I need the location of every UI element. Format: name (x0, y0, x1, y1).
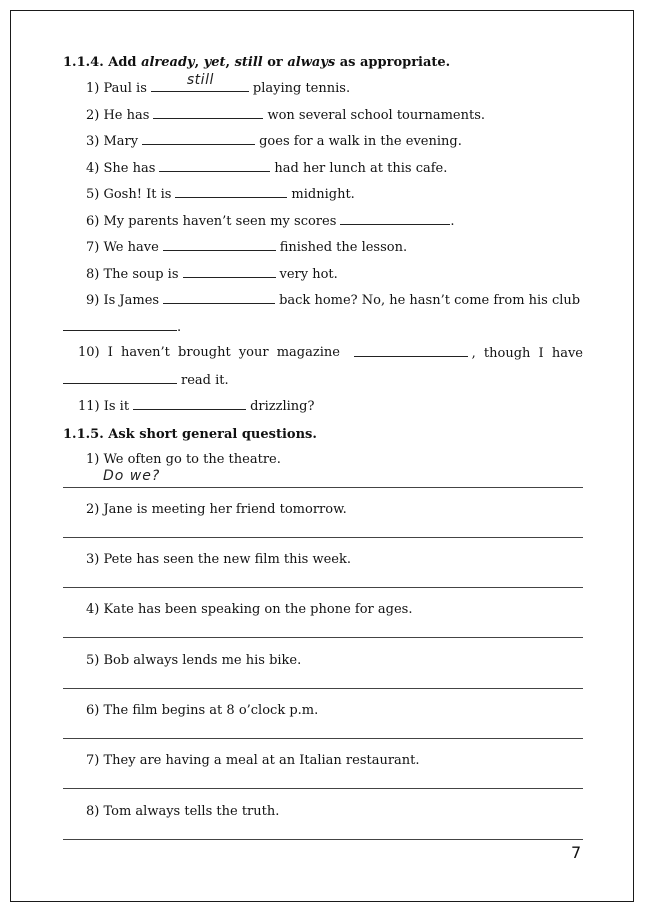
handwritten-answer: still (186, 71, 214, 88)
answer-blank[interactable] (133, 393, 246, 410)
item-text: playing tennis. (252, 81, 351, 96)
question-5 (63, 648, 583, 698)
item-5 (63, 181, 583, 208)
answer-line[interactable] (63, 738, 583, 739)
item-text: drizzling? (250, 399, 315, 414)
question-6 (63, 698, 583, 748)
item-text: 6) My parents haven’t seen my scores (86, 213, 337, 229)
item-text: midnight. (291, 187, 355, 202)
question-7 (63, 748, 583, 798)
item-text: back home? No, he hasn’t come from his club (279, 293, 581, 308)
item-text: 11) Is it (78, 399, 130, 414)
exercise-1-1-5-heading (63, 422, 583, 447)
page-number: 7 (571, 843, 582, 862)
question-text: 5) Bob always lends me his bike. (86, 652, 302, 668)
item-8 (63, 261, 583, 288)
item-text: , though I have (471, 346, 583, 361)
item-text: 2) He has (86, 107, 150, 123)
answer-blank[interactable] (142, 128, 255, 145)
answer-line[interactable] (63, 788, 583, 789)
answer-blank[interactable] (175, 181, 287, 198)
item-2 (63, 102, 583, 129)
answer-blank[interactable] (153, 102, 263, 119)
heading-word-already: already (141, 55, 195, 70)
question-2 (63, 497, 583, 547)
answer-blank[interactable] (151, 71, 249, 92)
question-1 (63, 447, 583, 497)
item-text: 8) The soup is (86, 266, 179, 282)
answer-blank[interactable] (340, 208, 450, 225)
item-10-continuation (63, 367, 583, 394)
heading-word-always: always (287, 55, 336, 70)
question-text: 2) Jane is meeting her friend tomorrow. (86, 501, 347, 517)
answer-blank[interactable] (183, 261, 276, 278)
item-9 (63, 287, 583, 314)
answer-blank[interactable] (159, 155, 270, 172)
item-1 (63, 71, 583, 102)
item-text: finished the lesson. (279, 240, 408, 255)
heading-text: Ask short general questions. (108, 426, 317, 442)
item-4 (63, 155, 583, 182)
heading-text: as appropriate. (339, 55, 451, 70)
item-3 (63, 128, 583, 155)
item-text: 1) Paul is (86, 81, 147, 96)
answer-blank[interactable] (354, 340, 468, 357)
handwritten-answer: Do we? (103, 467, 161, 484)
exercise-1-1-4-heading: 1.1.4. Add already, yet, still or always as appropriate. (63, 55, 451, 70)
question-text: 4) Kate has been speaking on the phone for ages. (86, 602, 413, 618)
item-7 (63, 234, 583, 261)
question-8 (63, 799, 583, 849)
item-text: 10) I haven’t brought your magazine (78, 345, 340, 360)
answer-line[interactable] (63, 839, 583, 840)
heading-text: Add (108, 55, 137, 70)
question-3 (63, 547, 583, 597)
heading-word-still: still (234, 55, 263, 70)
item-text: 4) She has (86, 160, 156, 176)
question-text: 8) Tom always tells the truth. (86, 803, 280, 819)
answer-blank[interactable] (63, 314, 177, 331)
item-text: 7) We have (86, 240, 159, 255)
answer-line[interactable] (63, 637, 583, 638)
item-text: goes for a walk in the evening. (259, 134, 462, 149)
exercise-number: 1.1.5. (63, 426, 104, 442)
worksheet (63, 50, 583, 849)
answer-line[interactable] (63, 537, 583, 538)
item-10 (63, 340, 583, 367)
item-text: had her lunch at this cafe. (274, 160, 448, 176)
item-text: 9) Is James (86, 293, 160, 308)
item-text: very hot. (279, 266, 338, 282)
heading-text: or (267, 55, 283, 70)
answer-line[interactable] (63, 587, 583, 588)
question-4 (63, 597, 583, 647)
item-text: . (177, 319, 182, 335)
question-text: 1) We often go to the theatre. (86, 451, 281, 467)
answer-blank[interactable] (63, 367, 177, 384)
item-text: 3) Mary (86, 134, 139, 149)
answer-line[interactable] (63, 487, 583, 488)
item-6 (63, 208, 583, 235)
question-text: 3) Pete has seen the new film this week. (86, 552, 351, 568)
item-text: . (450, 213, 455, 229)
item-9-continuation (63, 314, 583, 341)
question-text: 6) The film begins at 8 o’clock p.m. (86, 702, 319, 718)
answer-blank[interactable] (163, 287, 275, 304)
question-text: 7) They are having a meal at an Italian restaurant. (86, 753, 420, 769)
item-text: read it. (181, 372, 229, 388)
heading-word-yet: yet (203, 55, 226, 70)
item-text: 5) Gosh! It is (86, 187, 172, 202)
answer-line[interactable] (63, 688, 583, 689)
answer-blank[interactable] (163, 234, 276, 251)
item-text: won several school tournaments. (267, 107, 486, 123)
exercise-number: 1.1.4. (63, 55, 104, 70)
item-11 (63, 393, 583, 420)
